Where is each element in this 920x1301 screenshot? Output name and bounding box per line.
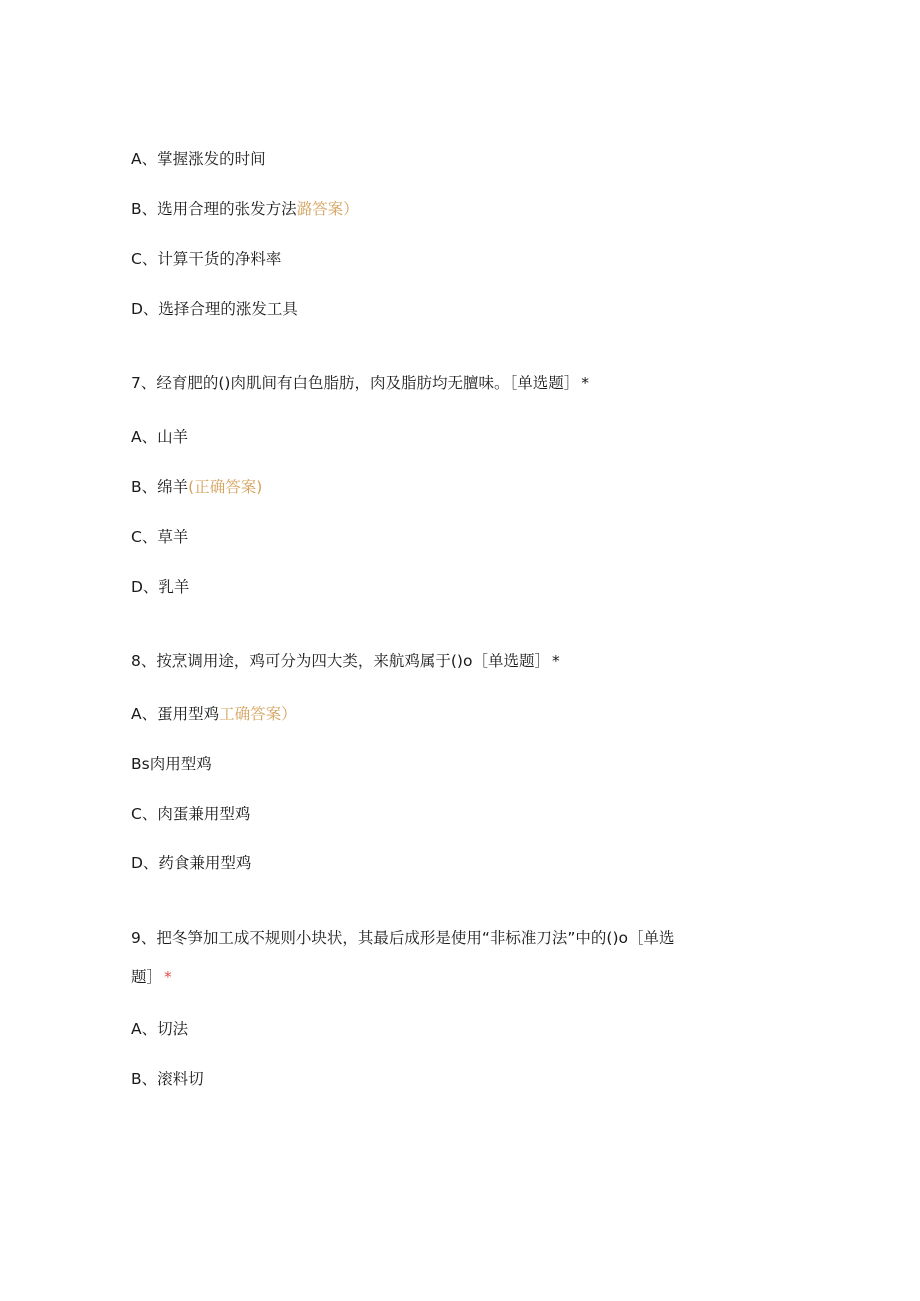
question-text: 9、把冬笋加工成不规则小块状，其最后成形是使用“非标准刀法”中的()o［单选	[131, 929, 675, 947]
required-star: *	[581, 374, 589, 392]
question-text: 7、经育肥的()肉肌间有白色脂肪，肉及脂肪均无膻味。［单选题］	[131, 374, 580, 392]
q7-option-b[interactable]	[131, 476, 262, 498]
option-text: A、蛋用型鸡	[131, 705, 220, 723]
option-text: D、选择合理的涨发工具	[131, 300, 298, 318]
option-text: B、绵羊	[131, 478, 189, 496]
q8-option-b[interactable]	[131, 753, 212, 775]
q8-option-c[interactable]	[131, 803, 250, 825]
q9-option-b[interactable]	[131, 1068, 204, 1090]
option-text: C、肉蛋兼用型鸡	[131, 805, 251, 823]
option-text: C、草羊	[131, 528, 189, 546]
option-text: A、掌握涨发的时间	[131, 150, 266, 168]
q6-option-b[interactable]	[131, 198, 359, 220]
required-star: *	[164, 968, 172, 986]
q9-option-a[interactable]	[131, 1018, 188, 1040]
q8-option-d[interactable]	[131, 852, 251, 874]
option-text: C、计算干货的净料率	[131, 250, 282, 268]
q9-stem-line1	[131, 927, 675, 949]
question-text: 题］	[131, 968, 163, 986]
option-text: Bs肉用型鸡	[131, 755, 212, 773]
option-text: D、乳羊	[131, 578, 190, 596]
q8-stem	[131, 650, 560, 672]
option-text: A、山羊	[131, 428, 189, 446]
correct-answer-mark: (正确答案)	[188, 478, 263, 496]
q6-option-c[interactable]	[131, 248, 281, 270]
q6-option-a[interactable]	[131, 148, 266, 170]
option-text: D、药食兼用型鸡	[131, 854, 252, 872]
option-text: B、滚料切	[131, 1070, 204, 1088]
q6-option-d[interactable]	[131, 298, 298, 320]
correct-answer-mark: 工确答案）	[219, 705, 297, 723]
q7-option-d[interactable]	[131, 576, 189, 598]
q8-option-a[interactable]	[131, 703, 297, 725]
q7-option-c[interactable]	[131, 526, 188, 548]
q7-stem	[131, 372, 589, 394]
option-text: B、选用合理的张发方法	[131, 200, 297, 218]
q7-option-a[interactable]	[131, 426, 188, 448]
q9-stem-line2	[131, 966, 172, 988]
option-text: A、切法	[131, 1020, 189, 1038]
question-text: 8、按烹调用途，鸡可分为四大类，来航鸡属于()o［单选题］	[131, 652, 550, 670]
correct-answer-mark: 潞答案）	[296, 200, 359, 218]
required-star: *	[551, 652, 560, 670]
